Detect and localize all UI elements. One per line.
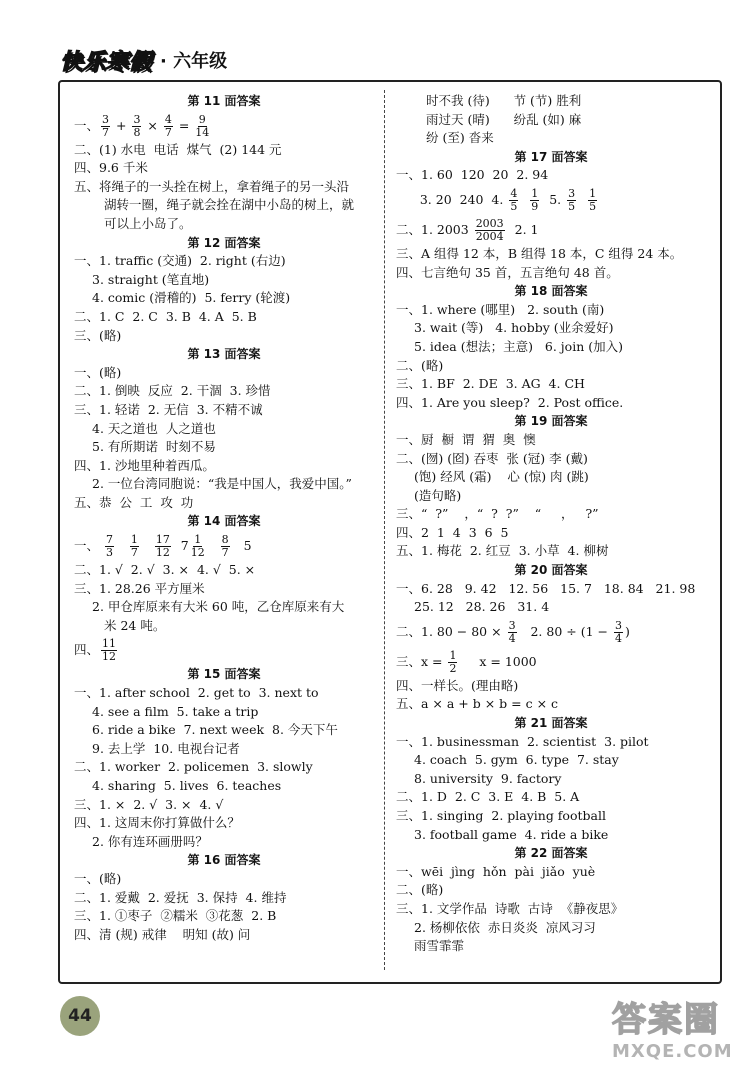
answer-line: 二、1. 爱戴 2. 爱抚 3. 保持 4. 维持 (74, 889, 287, 905)
answer-line: 三、1. 轻诺 2. 无信 3. 不精不诚 (74, 401, 263, 417)
section-heading: 第 21 面答案 (514, 716, 588, 731)
answer-line: 4. 天之道也 人之道也 (92, 420, 216, 436)
denominator: 14 (195, 125, 210, 139)
numerator: 3 (568, 186, 576, 200)
answer-line: 湖转一圈，绳子就会拴在湖中小岛的树上，就 (104, 197, 355, 213)
answer-line: 一、1. traffic (交通) 2. right (右边) (74, 253, 286, 269)
math-answer-line (396, 215, 706, 245)
fraction (567, 188, 576, 213)
denominator: 8 (133, 125, 141, 139)
math-text (141, 538, 153, 553)
math-text: 5 (231, 538, 252, 554)
answer-line: 一、1. businessman 2. scientist 3. pilot (396, 733, 649, 749)
section-heading: 第 13 面答案 (187, 347, 261, 362)
denominator: 5 (589, 199, 597, 213)
numerator: 1 (194, 533, 202, 547)
math-text (207, 538, 219, 553)
section-heading: 第 12 面答案 (187, 235, 261, 250)
page-header (60, 40, 227, 80)
answer-line: 一、1. where (哪里) 2. south (南) (396, 301, 605, 317)
fraction (191, 534, 205, 559)
fraction (448, 650, 457, 675)
denominator: 2 (449, 661, 457, 675)
numerator: 17 (155, 533, 170, 547)
numerator: 4 (164, 112, 172, 126)
answer-line: 二、1. √ 2. √ 3. × 4. √ 5. × (74, 562, 256, 578)
denominator: 3 (105, 546, 113, 560)
answer-line: 2. 一位台湾同胞说：“我是中国人，我爱中国。” (92, 476, 352, 492)
answer-line: 二、1. D 2. C 3. E 4. B 5. A (396, 789, 580, 805)
fraction (475, 218, 505, 243)
section-heading: 第 16 面答案 (187, 853, 261, 868)
fraction (614, 620, 623, 645)
denominator: 5 (510, 199, 518, 213)
fraction (164, 114, 173, 139)
section-heading: 第 18 面答案 (514, 284, 588, 299)
answer-line: 五、a × a + b × b = c × c (396, 696, 559, 712)
fraction (588, 188, 597, 213)
answer-line: 4. see a film 5. take a trip (92, 703, 259, 719)
answer-line: 一、(略) (74, 870, 122, 886)
denominator: 5 (568, 199, 576, 213)
math-text: 三、x = (396, 653, 447, 669)
numerator: 8 (221, 533, 229, 547)
answer-line: 雨过天 (晴) 纷乱 (如) 麻 (426, 111, 582, 127)
answer-line: 三、1. × 2. √ 3. × 4. √ (74, 796, 224, 812)
answer-line: 5. idea (想法；主意) 6. join (加入) (414, 338, 623, 354)
answer-line: 二、(1) 水电 电话 煤气 (2) 144 元 (74, 141, 282, 157)
math-text: 二、1. 2003 (396, 221, 473, 237)
answer-line: 5. 有所期诺 时刻不易 (92, 439, 216, 455)
answer-line: 8. university 9. factory (414, 770, 562, 786)
fraction (221, 534, 230, 559)
right-column (396, 92, 706, 956)
numerator: 1 (449, 648, 457, 662)
denominator: 2004 (475, 229, 504, 243)
answer-line: 3. wait (等) 4. hobby (业余爱好) (414, 320, 614, 336)
numerator: 11 (102, 637, 117, 651)
answer-line: 四、9.6 千米 (74, 160, 148, 176)
math-text: 一、 (74, 538, 103, 554)
denominator: 7 (102, 125, 110, 139)
grade-label: · 六年级 (160, 51, 228, 72)
answer-line: 二、1. 倒映 反应 2. 干涸 3. 珍惜 (74, 383, 271, 399)
fraction (105, 534, 114, 559)
answer-line: 4. comic (滑稽的) 5. ferry (轮渡) (92, 290, 291, 306)
answer-line: 二、(略) (396, 357, 444, 373)
answer-line: 可以上小岛了。 (104, 215, 192, 231)
denominator: 4 (614, 631, 622, 645)
answer-line: 一、1. 60 120 20 2. 94 (396, 167, 549, 183)
column-divider (384, 90, 385, 970)
denominator: 12 (102, 650, 117, 664)
answer-line: 4. coach 5. gym 6. type 7. stay (414, 752, 619, 768)
denominator: 12 (190, 546, 205, 560)
answer-line: 一、6. 28 9. 42 12. 56 15. 7 18. 84 21. 98 (396, 580, 696, 596)
denominator: 12 (155, 546, 170, 560)
section-heading: 第 17 面答案 (514, 149, 588, 164)
answer-line: 2. 你有连环画册吗？ (92, 833, 208, 849)
denominator: 7 (164, 125, 172, 139)
answer-line: 三、(略) (74, 327, 122, 343)
answer-line: 四、1. Are you sleep? 2. Post office. (396, 394, 624, 410)
answer-line: 4. sharing 5. lives 6. teaches (92, 778, 282, 793)
fraction (530, 188, 539, 213)
numerator: 4 (510, 186, 518, 200)
answer-line: 四、2 1 4 3 6 5 (396, 524, 509, 540)
fraction (101, 638, 117, 663)
fraction (101, 114, 110, 139)
page-number: 44 (60, 996, 100, 1036)
answer-line: 四、一样长。(理由略) (396, 677, 519, 693)
fraction (155, 534, 171, 559)
answer-line: 纷 (至) 沓来 (426, 130, 494, 146)
answer-line: 3. football game 4. ride a bike (414, 826, 609, 842)
math-text: × (143, 117, 162, 133)
answer-line: 6. ride a bike 7. next week 8. 今天下午 (92, 722, 338, 738)
answer-line: 时不我 (待) 节 (节) 胜利 (426, 93, 582, 108)
answer-line: 一、wēi jìng hǒn pài jiǎo yuè (396, 863, 596, 879)
answer-line: 三、1. 28.26 平方厘米 (74, 580, 205, 596)
fraction (130, 534, 139, 559)
numerator: 1 (589, 186, 597, 200)
numerator: 1 (130, 533, 138, 547)
math-text: 二、1. 80 − 80 × (396, 623, 506, 639)
section-heading: 第 15 面答案 (187, 667, 261, 682)
math-text: x = 1000 (459, 653, 537, 669)
answer-line: 一、(略) (74, 364, 122, 380)
section-heading: 第 11 面答案 (187, 94, 261, 108)
denominator: 4 (508, 631, 516, 645)
section-heading: 第 14 面答案 (187, 514, 261, 529)
math-text: 四、 (74, 642, 100, 658)
numerator: 1 (531, 186, 539, 200)
answer-line: 四、1. 沙地里种着西瓜。 (74, 457, 215, 473)
fraction (132, 114, 141, 139)
watermark-url: MXQE.COM (612, 1041, 733, 1062)
numerator: 2003 (475, 216, 504, 230)
math-answer-line (74, 531, 374, 561)
answer-line: 三、“ ?” ，“ ? ?” “ ， ?” (396, 506, 599, 522)
math-text: + (112, 117, 131, 133)
numerator: 9 (198, 112, 206, 126)
numerator: 3 (614, 618, 622, 632)
answer-line: 二、1. C 2. C 3. B 4. A 5. B (74, 308, 257, 324)
math-text (116, 538, 128, 553)
math-answer-line (74, 111, 374, 141)
numerator: 7 (105, 533, 113, 547)
answer-line: 二、1. worker 2. policemen 3. slowly (74, 759, 313, 775)
answer-line: (造句略) (414, 487, 462, 503)
answer-line: 三、1. ①枣子 ②糯米 ③花葱 2. B (74, 908, 277, 924)
math-text: 5. (541, 191, 566, 207)
answer-line: 一、1. after school 2. get to 3. next to (74, 685, 319, 701)
answer-line: 雨雪霏霏 (414, 938, 465, 954)
math-text: 2. 80 ÷ (1 − (518, 623, 612, 639)
answer-line: 四、1. 这周末你打算做什么？ (74, 815, 240, 831)
answer-line: 2. 甲仓库原来有大米 60 吨，乙仓库原来有大 (92, 599, 345, 615)
answer-line: 一、厨 橱 谓 猬 奥 懊 (396, 431, 536, 447)
numerator: 3 (508, 618, 516, 632)
answer-line: 3. straight (笔直地) (92, 271, 210, 287)
answer-line: 米 24 吨。 (104, 617, 166, 633)
answer-line: 四、清 (规) 戒律 明知 (故) 问 (74, 926, 251, 942)
answer-line: 二、(囫) (囵) 吞枣 张 (冠) 李 (戴) (396, 450, 588, 466)
brand-logo: 快乐寒假 (60, 49, 153, 75)
math-answer-line (74, 635, 374, 665)
math-text (520, 192, 528, 207)
answer-line: 五、恭 公 工 攻 功 (74, 494, 194, 510)
fraction (195, 114, 209, 139)
fraction (509, 188, 518, 213)
section-heading: 第 20 面答案 (514, 563, 588, 578)
numerator: 3 (133, 112, 141, 126)
denominator: 7 (130, 546, 138, 560)
math-answer-line (396, 185, 706, 215)
math-answer-line (396, 617, 706, 647)
fraction (508, 620, 517, 645)
watermark (612, 992, 744, 1082)
math-text: 一、 (74, 117, 100, 133)
denominator: 7 (221, 546, 229, 560)
answer-line: (饱) 经风 (霜) 心 (惊) 肉 (跳) (414, 469, 589, 485)
answer-line: 五、将绳子的一头拴在树上，拿着绳子的另一头沿 (74, 178, 350, 194)
math-text: 3. 20 240 4. (396, 191, 508, 207)
watermark-logo: 答案圈 (612, 1000, 720, 1040)
answer-line: 9. 去上学 10. 电视台记者 (92, 740, 240, 756)
left-column (74, 92, 374, 944)
math-text: ) (624, 623, 630, 639)
answer-line: 四、七言绝句 35 首，五言绝句 48 首。 (396, 264, 619, 280)
answer-line: 三、1. 文学作品 诗歌 古诗 《静夜思》 (396, 900, 624, 916)
denominator: 9 (531, 199, 539, 213)
math-text: 7 (172, 538, 189, 554)
numerator: 3 (102, 112, 110, 126)
math-answer-line (396, 647, 706, 677)
answer-line: 三、1. singing 2. playing football (396, 808, 606, 823)
section-heading: 第 19 面答案 (514, 414, 588, 429)
math-text (578, 192, 586, 207)
answer-line: 三、A 组得 12 本，B 组得 18 本，C 组得 24 本。 (396, 245, 683, 261)
answer-line: 五、1. 梅花 2. 红豆 3. 小草 4. 柳树 (396, 543, 609, 559)
answer-line: 2. 杨柳依依 赤日炎炎 凉风习习 (414, 919, 596, 935)
answer-line: 二、(略) (396, 882, 444, 898)
math-text: 2. 1 (506, 221, 539, 237)
answer-line: 三、1. BF 2. DE 3. AG 4. CH (396, 376, 585, 392)
math-text: = (174, 117, 194, 133)
section-heading: 第 22 面答案 (514, 846, 588, 861)
answer-line: 25. 12 28. 26 31. 4 (414, 599, 550, 615)
